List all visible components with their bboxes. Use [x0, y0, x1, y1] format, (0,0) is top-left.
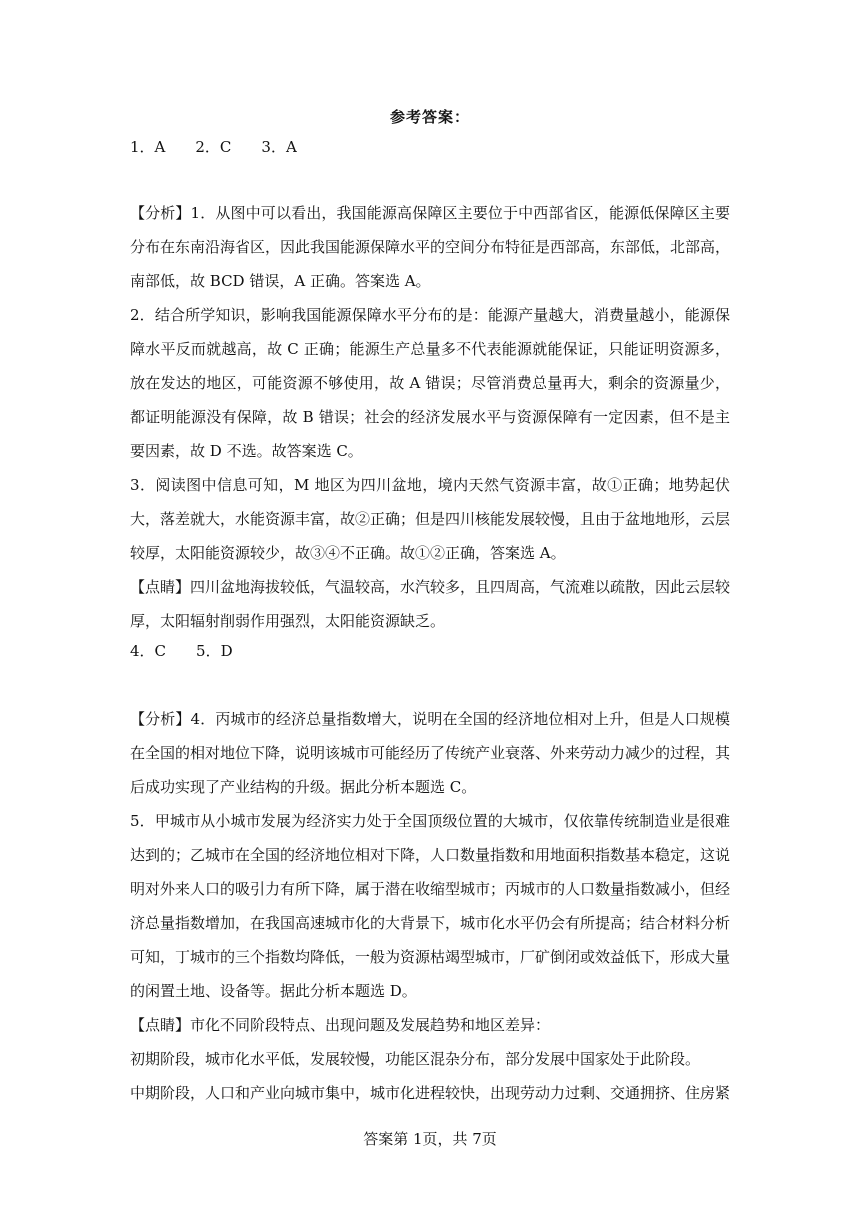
answer-key-4-5: 4．C 5．D — [130, 642, 233, 660]
insight-stage-early: 初期阶段，城市化水平低，发展较慢，功能区混杂分布，部分发展中国家处于此阶段。 — [130, 1050, 701, 1068]
insight-stage-middle: 中期阶段，人口和产业向城市集中，城市化进程较快，出现劳动力过剩、交通拥挤、住房紧 — [130, 1084, 731, 1102]
insight-2: 【点睛】市化不同阶段特点、出现问题及发展趋势和地区差异： — [130, 1016, 551, 1034]
page-title: 参考答案： — [389, 108, 470, 126]
analysis-q4: 【分析】4．丙城市的经济总量指数增大，说明在全国的经济地位相对上升，但是人口规模在全国的相对地位下降，说明该城市可能经历了传统产业衰落、外来劳动力减少的过程，其后成功实现了产业结构的升级。据此分析本题选 C。 — [130, 710, 731, 796]
insight-1: 【点睛】四川盆地海拔较低，气温较高，水汽较多，且四周高，气流难以疏散，因此云层较厚，太阳辐射削弱作用强烈，太阳能资源缺乏。 — [130, 578, 731, 630]
analysis-q3: 3．阅读图中信息可知，M 地区为四川盆地，境内天然气资源丰富，故①正确；地势起伏大，落差就大，水能资源丰富，故②正确；但是四川核能发展较慢，且由于盆地地形，云层较厚，太阳能资源较少，故③④不正确。故①②正确，答案选 A。 — [130, 476, 731, 562]
page-footer: 答案第 1页，共 7页 — [363, 1130, 497, 1148]
analysis-q2: 2．结合所学知识，影响我国能源保障水平分布的是：能源产量越大，消费量越小，能源保障水平反而就越高，故 C 正确；能源生产总量多不代表能源就能保证，只能证明资源多，放在发达的地区，可能资源不够使用，故 A 错误；尽管消费总量再大，剩余的资源量少，都证明能源没有保障，故 B 错误；社会的经济发展水平与资源保障有一定因素，但不是主要因素，故 D 不选。故答案选 C。 — [130, 306, 730, 460]
analysis-q5: 5．甲城市从小城市发展为经济实力处于全国顶级位置的大城市，仅依靠传统制造业是很难达到的；乙城市在全国的经济地位相对下降，人口数量指数和用地面积指数基本稳定，这说明对外来人口的吸引力有所下降，属于潜在收缩型城市；丙城市的人口数量指数减小，但经济总量指数增加，在我国高速城市化的大背景下，城市化水平仍会有所提高；结合材料分析可知，丁城市的三个指数均降低，一般为资源枯竭型城市，厂矿倒闭或效益低下，形成大量的闲置土地、设备等。据此分析本题选 D。 — [130, 812, 731, 1000]
answer-key-1-3: 1．A 2．C 3．A — [130, 138, 297, 156]
analysis-q1: 【分析】1．从图中可以看出，我国能源高保障区主要位于中西部省区，能源低保障区主要分布在东南沿海省区，因此我国能源保障水平的空间分布特征是西部高，东部低，北部高，南部低，故 BCD 错误，A 正确。答案选 A。 — [130, 204, 731, 290]
